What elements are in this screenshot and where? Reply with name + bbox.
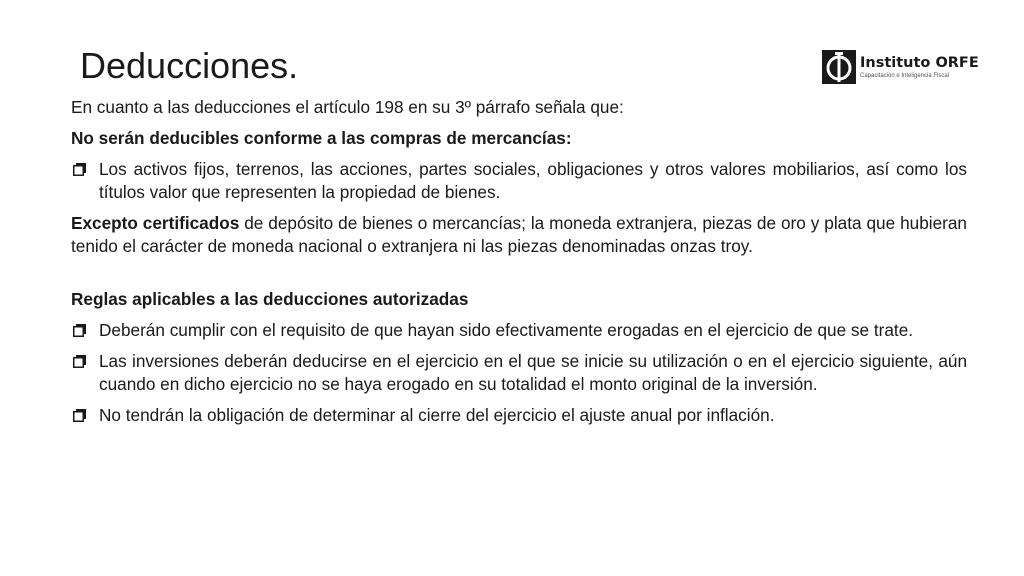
bullet-text: Deberán cumplir con el requisito de que hayan sido efectivamente erogadas en el ejercicio de que se trate. bbox=[99, 320, 914, 340]
list-item bbox=[71, 404, 967, 427]
list-item bbox=[71, 319, 967, 342]
exception-bold: Excepto certificados bbox=[71, 213, 240, 233]
bullet-text: Las inversiones deberán deducirse en el ejercicio en el que se inicie su utilización o en el ejercicio siguiente, aún cuando en dicho ejercicio no se haya erogado en su totalidad el monto original de la inversión. bbox=[99, 351, 967, 394]
logo-name: Instituto ORFE bbox=[860, 54, 979, 71]
exception-text: de depósito de bienes o mercancías; la moneda extranjera, piezas de oro y plata que hubieran tenido el carácter de moneda nacional o extranjera ni las piezas denominadas onzas troy. bbox=[71, 213, 967, 256]
slide-body bbox=[71, 96, 967, 435]
checkbox-bullet-icon bbox=[73, 163, 86, 176]
bullet-text: No tendrán la obligación de determinar al cierre del ejercicio el ajuste anual por inflación. bbox=[99, 405, 775, 425]
list-item bbox=[71, 158, 967, 204]
intro-paragraph: En cuanto a las deducciones el artículo 198 en su 3º párrafo señala que: bbox=[71, 97, 624, 117]
spacer bbox=[71, 266, 967, 288]
logo-tagline: Capacitación e Inteligencia Fiscal bbox=[860, 72, 950, 79]
bullet-text: Los activos fijos, terrenos, las acciones, partes sociales, obligaciones y otros valores mobiliarios, así como los títulos valor que representen la propiedad de bienes. bbox=[99, 159, 967, 202]
slide-title: Deducciones. bbox=[80, 45, 299, 86]
checkbox-bullet-icon bbox=[73, 324, 86, 337]
list-item bbox=[71, 350, 967, 396]
exception-paragraph bbox=[71, 212, 967, 258]
rules-heading: Reglas aplicables a las deducciones autorizadas bbox=[71, 289, 469, 309]
checkbox-bullet-icon bbox=[73, 355, 86, 368]
checkbox-bullet-icon bbox=[73, 409, 86, 422]
institute-logo bbox=[822, 48, 979, 86]
non-deductible-heading: No serán deducibles conforme a las compras de mercancías: bbox=[71, 128, 572, 148]
orfe-logo-icon bbox=[822, 50, 856, 84]
